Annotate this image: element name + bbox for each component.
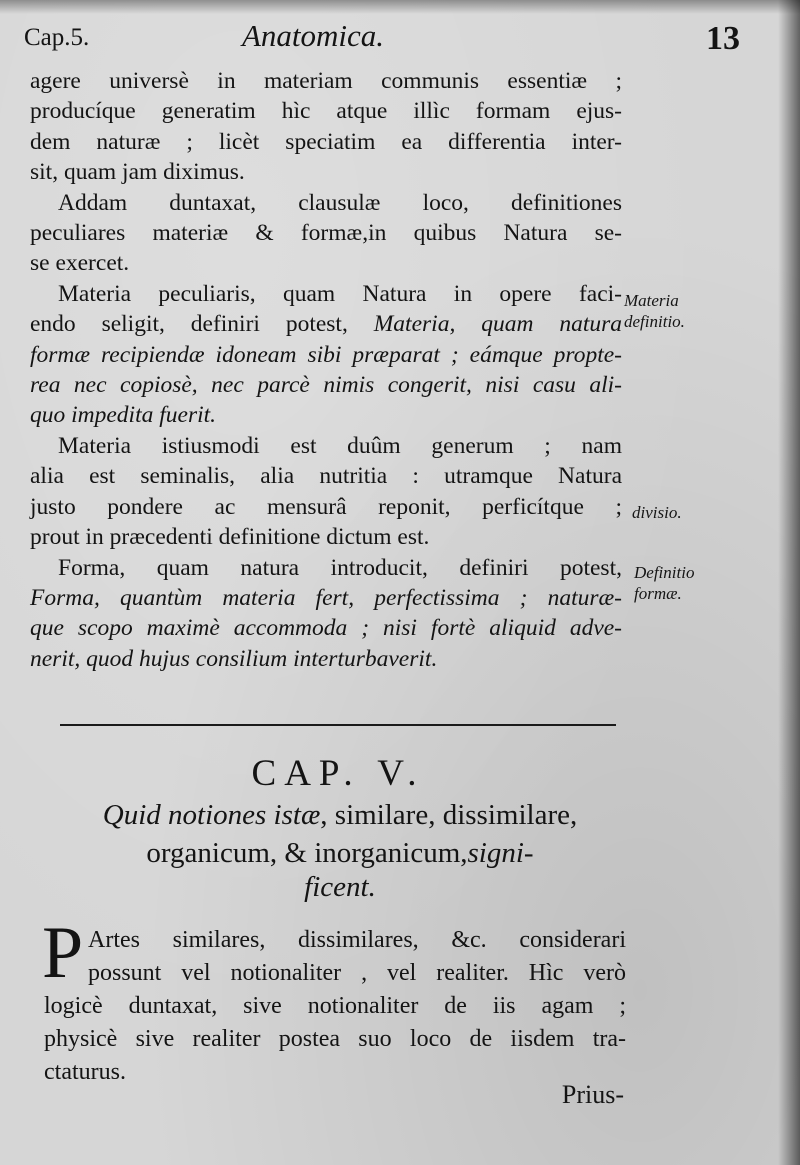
section-rule [60, 724, 616, 726]
margin-note-line: Materia [624, 291, 679, 310]
text-line: Forma, quam natura introducit, definiri potest, [58, 554, 622, 581]
chapter-subtitle-line: ficent. [304, 871, 376, 903]
text-line: se exercet. [30, 250, 130, 277]
drop-capital: P [42, 912, 84, 994]
catchword: Prius- [561, 1080, 624, 1109]
chapter-subtitle-line [60, 796, 620, 834]
margin-note-forma [634, 562, 694, 604]
text-line: alia est seminalis, alia nutritia : utramque Natura [30, 463, 622, 490]
text-line: formæ recipiendæ idoneam sibi præparat ; eámque propte- [30, 341, 622, 368]
page-shadow-right [778, 0, 800, 1165]
text-line: prout in præcedenti definitione dictum est. [30, 524, 430, 551]
text-line: logicè duntaxat, sive notionaliter de iis agam ; [44, 993, 626, 1019]
paragraph-3 [30, 279, 622, 431]
text-line: dem naturæ ; licèt speciatim ea differentia inter- [30, 128, 622, 155]
page-shadow-top [0, 0, 800, 14]
margin-note-line: divisio. [632, 503, 682, 522]
text-line: Materia istiusmodi est duûm generum ; nam [58, 432, 622, 459]
text-line: quo impedita fuerit. [30, 402, 217, 429]
text-line: rea nec copiosè, nec parcè nimis congerit, nisi casu ali- [30, 372, 622, 399]
margin-note-line: Definitio [634, 563, 695, 582]
subtitle-roman: organicum, & inorganicum, [146, 837, 468, 869]
text-line: Forma, quantùm materia fert, perfectissima ; naturæ- [30, 584, 622, 611]
text-line: peculiares materiæ & formæ,in quibus Natura se- [30, 220, 622, 247]
definition-start: Materia, quam natura [373, 311, 622, 338]
subtitle-italic: Quid notiones istæ [102, 799, 321, 831]
header-title: Anatomica. [242, 18, 385, 53]
subtitle-roman: , similare, dissimilare, [320, 799, 578, 831]
main-text [30, 66, 622, 674]
paragraph-6 [44, 924, 626, 1089]
paragraph-1 [30, 66, 622, 188]
text-line: physicè sive realiter postea suo loco de iisdem tra- [44, 1026, 626, 1052]
paragraph-5 [30, 553, 622, 675]
text-line: ctaturus. [44, 1059, 126, 1085]
chapter-subtitle-line [60, 834, 620, 872]
running-header [24, 18, 744, 62]
text-line: Artes similares, dissimilares, &c. considerari [88, 927, 626, 953]
text-line [30, 309, 622, 339]
margin-note-materia [624, 290, 685, 332]
header-chapter: Cap.5. [24, 24, 90, 51]
text-line: Materia peculiaris, quam Natura in opere faci- [58, 280, 622, 307]
paragraph-2 [30, 188, 622, 279]
text-line: agere universè in materiam communis essentiæ ; [30, 68, 622, 94]
page-number: 13 [706, 20, 740, 57]
subtitle-italic: signi- [467, 837, 534, 869]
margin-note-line: definitio. [624, 312, 685, 331]
text-line: sit, quam jam diximus. [30, 159, 245, 186]
text-line: justo pondere ac mensurâ reponit, perficítque ; [30, 493, 622, 520]
text-line: que scopo maximè accommoda ; nisi fortè aliquid adve- [30, 615, 622, 642]
text-line: nerit, quod hujus consilium interturbaverit. [30, 645, 438, 672]
chapter-title: CAP. V. [251, 753, 425, 794]
text-segment: endo seligit, definiri potest, [30, 311, 348, 338]
paragraph-4 [30, 431, 622, 553]
margin-note-divisio [632, 502, 682, 523]
text-line: producíque generatim hìc atque illìc formam ejus- [30, 98, 622, 125]
text-line: possunt vel notionaliter , vel realiter. Hìc verò [88, 960, 626, 986]
margin-note-line: formæ. [634, 584, 682, 603]
text-line: Addam duntaxat, clausulæ loco, definitiones [58, 189, 622, 216]
